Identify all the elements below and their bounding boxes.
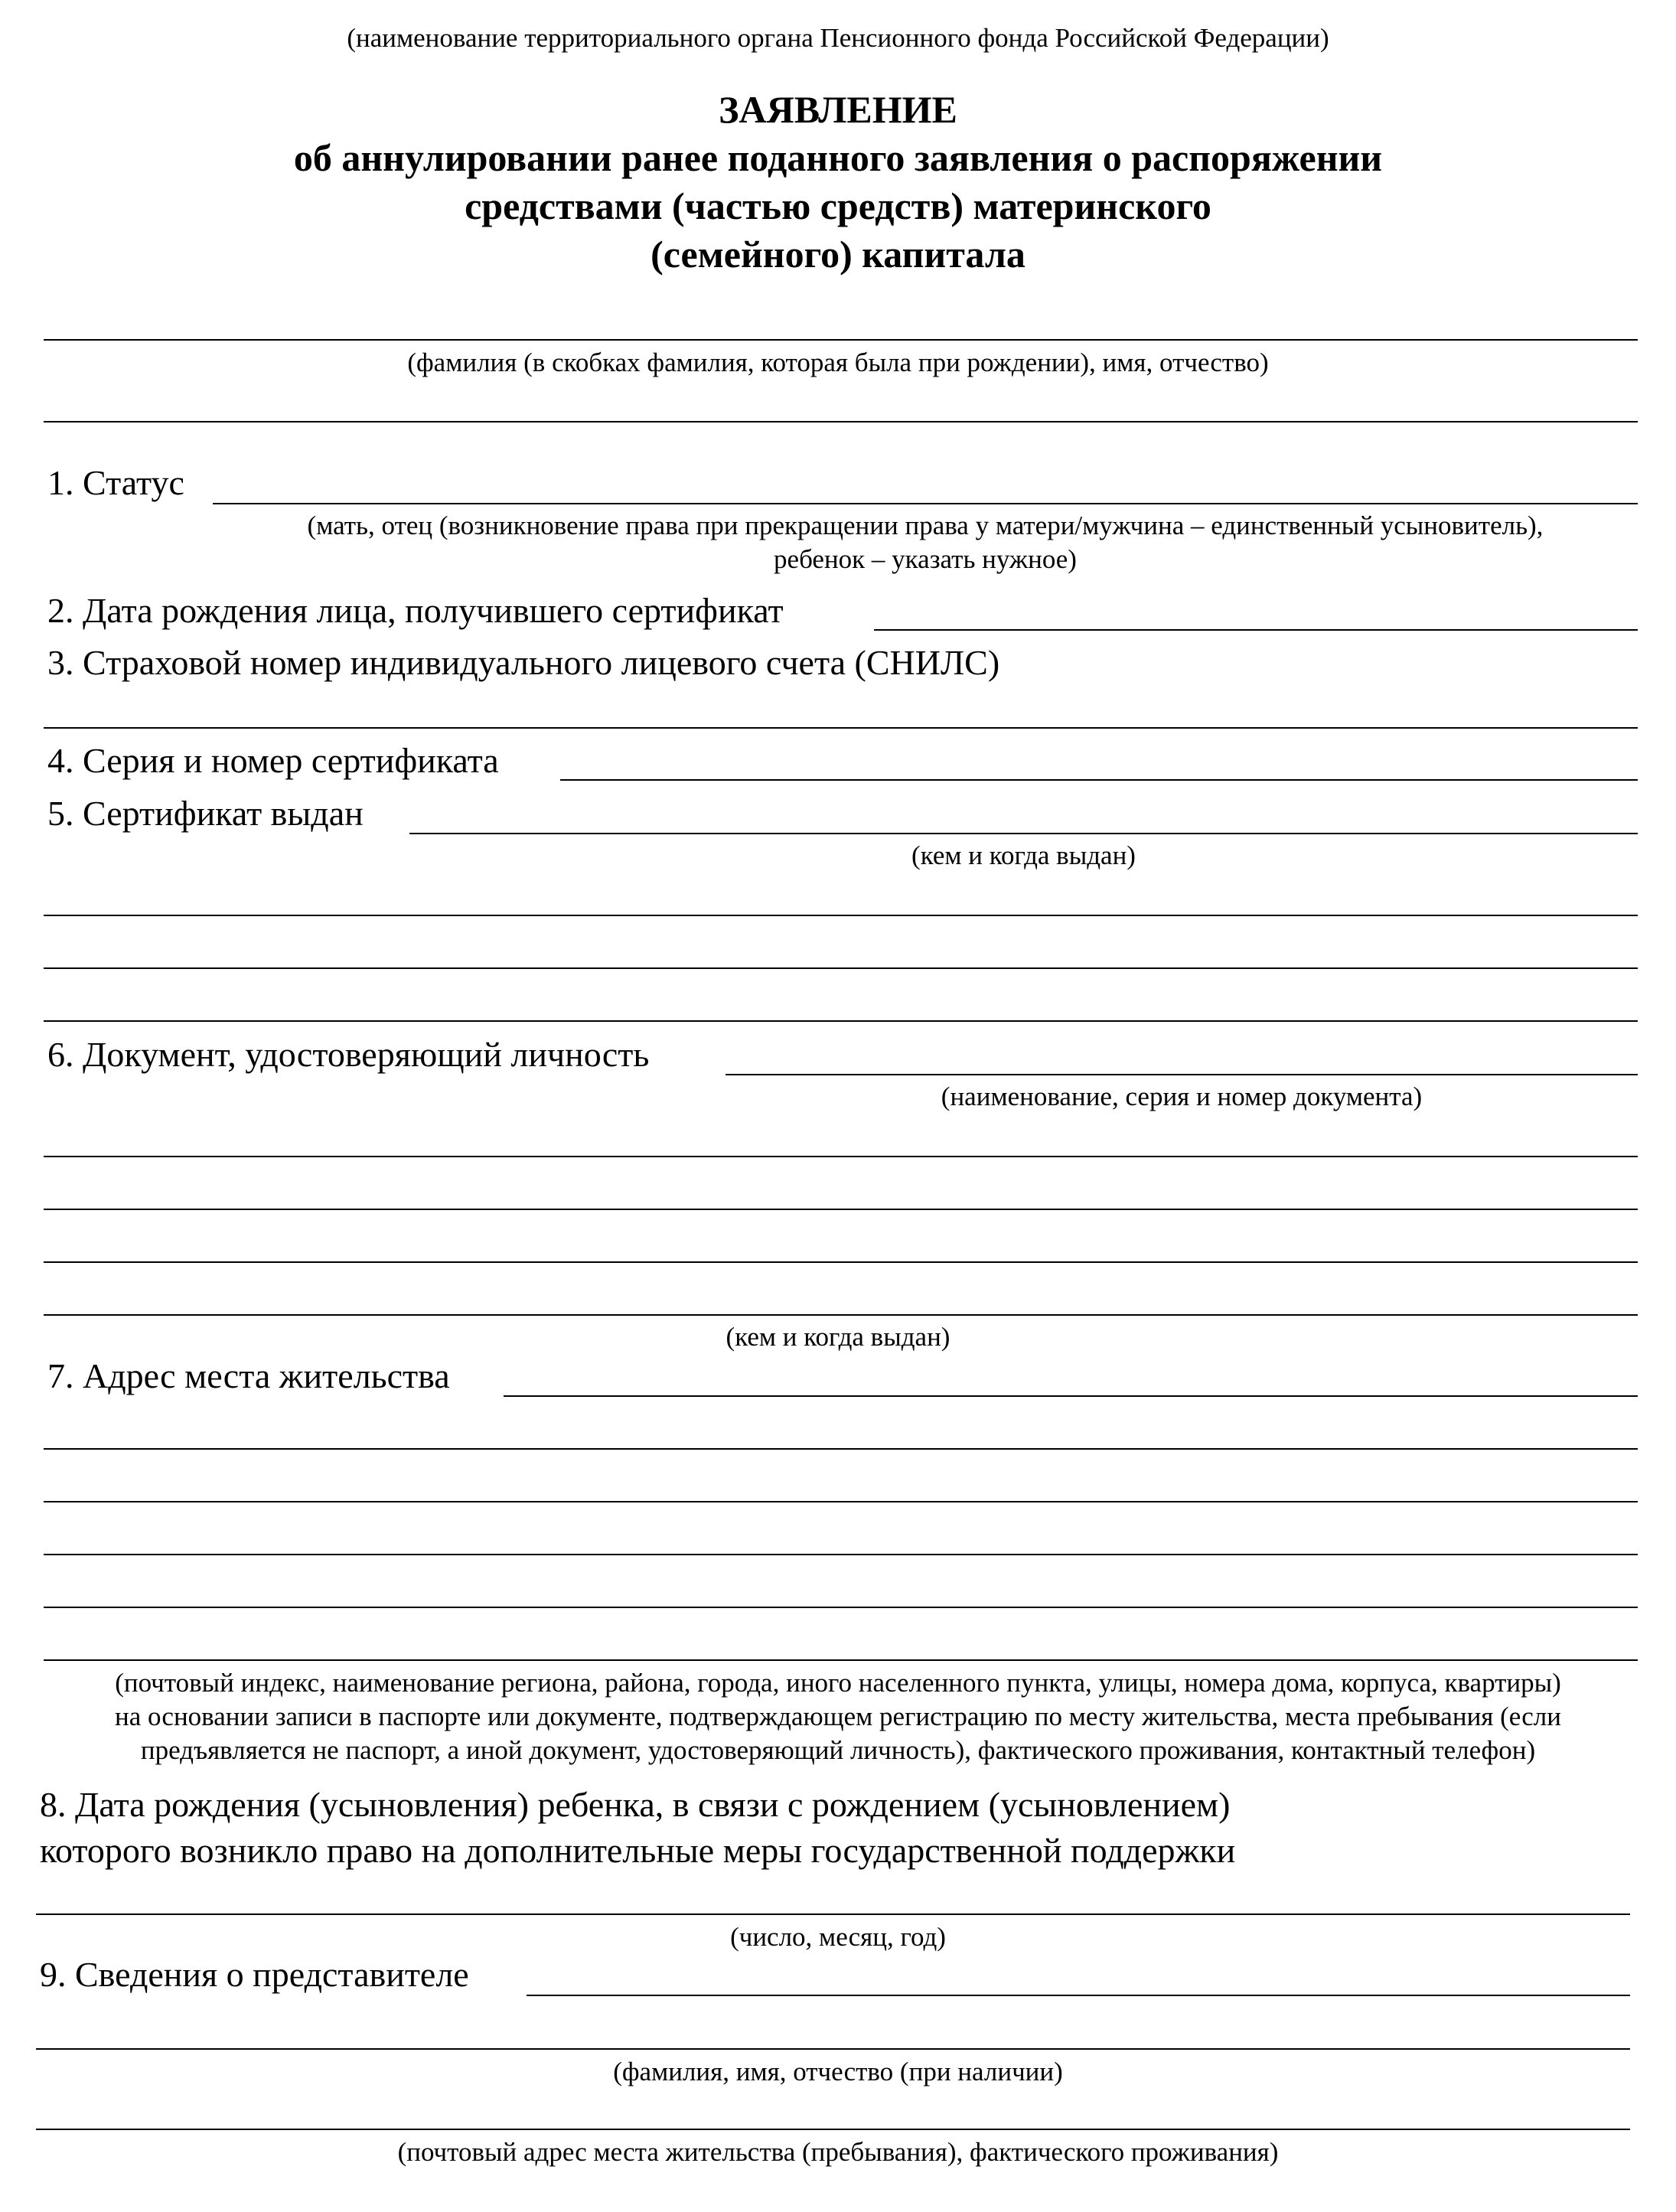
status-caption-line2: ребенок – указать нужное) <box>774 544 1077 574</box>
identity-document-line[interactable] <box>726 1074 1638 1075</box>
address-label: 7. Адрес места жительства <box>47 1356 450 1395</box>
identity-document-line-3[interactable] <box>44 1209 1638 1210</box>
applicant-name-caption: (фамилия (в скобках фамилия, которая была при рождении), имя, отчество) <box>407 347 1269 377</box>
identity-document-line-4[interactable] <box>44 1261 1638 1263</box>
representative-address-caption: (почтовый адрес места жительства (пребывания), фактического проживания) <box>397 2137 1279 2167</box>
certificate-number-line[interactable] <box>560 779 1638 781</box>
child-birthdate-caption: (число, месяц, год) <box>730 1922 946 1952</box>
status-caption-line1: (мать, отец (возникновение права при прекращении права у матери/мужчина – единственный усыновитель), <box>307 511 1544 540</box>
status-line[interactable] <box>213 503 1638 504</box>
territorial-organ-caption: (наименование территориального органа Пенсионного фонда Российской Федерации) <box>347 23 1329 53</box>
representative-name-caption: (фамилия, имя, отчество (при наличии) <box>613 2057 1063 2086</box>
identity-document-issued-caption: (кем и когда выдан) <box>726 1322 950 1352</box>
certificate-issued-line-2[interactable] <box>44 915 1638 916</box>
address-caption-line1: (почтовый индекс, наименование региона, района, города, иного населенного пункта, улицы, номера дома, корпуса, квартиры) <box>115 1668 1561 1698</box>
address-line-6[interactable] <box>44 1659 1638 1661</box>
representative-label: 9. Сведения о представителе <box>40 1955 469 1994</box>
identity-document-line-5[interactable] <box>44 1314 1638 1316</box>
address-line-2[interactable] <box>44 1448 1638 1450</box>
address-caption-line2: на основании записи в паспорте или документе, подтверждающем регистрацию по месту жительства, места пребывания (если <box>115 1701 1561 1731</box>
certificate-number-label: 4. Серия и номер сертификата <box>47 741 499 780</box>
document-subtitle-line3: (семейного) капитала <box>651 233 1025 276</box>
identity-document-line-2[interactable] <box>44 1156 1638 1157</box>
applicant-name-line-2[interactable] <box>44 421 1638 422</box>
address-caption-line3: предъявляется не паспорт, а иной документ, удостоверяющий личность), фактического проживания, контактный телефон) <box>140 1735 1536 1765</box>
child-birthdate-label-line1: 8. Дата рождения (усыновления) ребенка, в связи с рождением (усыновлением) <box>40 1785 1231 1824</box>
document-subtitle-line1: об аннулировании ранее поданного заявления о распоряжении <box>293 136 1383 179</box>
snils-line[interactable] <box>44 727 1638 729</box>
certificate-issued-line[interactable] <box>409 833 1638 834</box>
certificate-issued-label: 5. Сертификат выдан <box>47 794 364 833</box>
address-line-4[interactable] <box>44 1554 1638 1555</box>
representative-address-line[interactable] <box>36 2129 1630 2130</box>
address-line[interactable] <box>504 1395 1638 1397</box>
identity-document-label: 6. Документ, удостоверяющий личность <box>47 1035 650 1074</box>
birthdate-label: 2. Дата рождения лица, получившего сертификат <box>47 591 784 630</box>
certificate-issued-line-3[interactable] <box>44 967 1638 969</box>
representative-line[interactable] <box>527 1995 1630 1996</box>
birthdate-line[interactable] <box>874 629 1638 631</box>
document-subtitle-line2: средствами (частью средств) материнского <box>465 184 1211 227</box>
applicant-name-line[interactable] <box>44 339 1638 341</box>
certificate-issued-line-4[interactable] <box>44 1020 1638 1022</box>
identity-document-caption: (наименование, серия и номер документа) <box>941 1082 1423 1111</box>
child-birthdate-line[interactable] <box>36 1913 1630 1915</box>
snils-label: 3. Страховой номер индивидуального лицевого счета (СНИЛС) <box>47 643 1000 682</box>
address-line-3[interactable] <box>44 1501 1638 1502</box>
address-line-5[interactable] <box>44 1607 1638 1608</box>
certificate-issued-caption: (кем и когда выдан) <box>911 840 1136 870</box>
representative-name-line[interactable] <box>36 2048 1630 2050</box>
document-title: ЗАЯВЛЕНИЕ <box>719 88 957 131</box>
child-birthdate-label-line2: которого возникло право на дополнительные меры государственной поддержки <box>40 1831 1236 1870</box>
status-label: 1. Статус <box>47 463 184 502</box>
